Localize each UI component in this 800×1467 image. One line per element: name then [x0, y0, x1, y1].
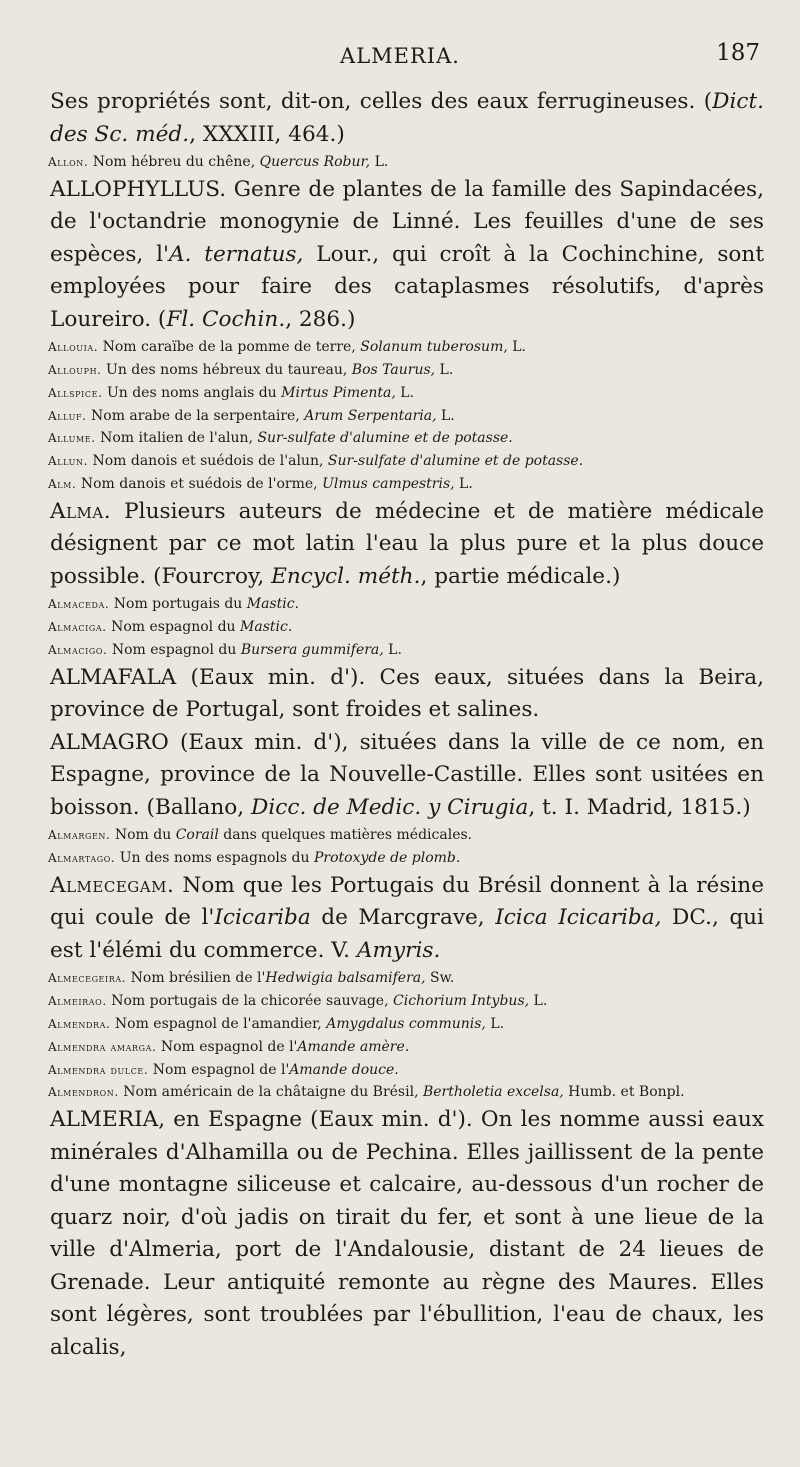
entry-text: L.	[529, 993, 548, 1010]
italic-term: Sur-sulfate d'alumine et de potasse.	[257, 430, 513, 447]
entry-text: Nom espagnol du	[106, 619, 241, 636]
entry-headword: Almendron.	[48, 1085, 119, 1100]
minor-entry	[48, 616, 764, 639]
entry-text: Nom espagnol de l'	[156, 1038, 298, 1055]
entry-headword: Allon.	[48, 155, 89, 169]
italic-term: Fl. Cochin.	[166, 306, 286, 332]
entry-text: Lour., qui croît à la Cochinchine, sont employées pour faire des cataplasmes résolutifs, d'après Loureiro. (	[50, 241, 764, 332]
minor-entry	[48, 450, 764, 473]
italic-term: Hedwigia balsamifera,	[265, 970, 426, 987]
main-entry	[50, 86, 764, 151]
minor-entry	[48, 1036, 764, 1059]
entry-headword: ALMAFALA	[50, 664, 177, 690]
entry-headword: Almaciga.	[48, 620, 107, 635]
entry-text: Nom espagnol de l'amandier,	[110, 1015, 327, 1032]
minor-entry	[48, 473, 764, 496]
main-entry	[50, 870, 764, 968]
italic-term: Bursera gummifera,	[240, 641, 384, 658]
entry-text: L.	[370, 154, 389, 170]
italic-term: Amande amère.	[297, 1038, 410, 1055]
italic-term: A. ternatus,	[168, 241, 304, 267]
entry-text: Nom du	[110, 827, 176, 844]
italic-term: Sur-sulfate d'alumine et de potasse.	[327, 453, 584, 470]
minor-entry	[48, 382, 764, 405]
minor-entry	[48, 1081, 764, 1104]
italic-term: Mastic.	[240, 619, 293, 636]
minor-entry	[48, 990, 764, 1013]
entry-text: DC., qui est l'élémi du commerce. V.	[50, 905, 764, 963]
minor-entry	[48, 1013, 764, 1036]
entry-headword: ALMAGRO	[50, 729, 169, 755]
entry-headword: Almecegam.	[50, 872, 175, 898]
minor-entry	[48, 336, 764, 359]
entry-text: L.	[507, 339, 526, 356]
entry-text: Nom arabe de la serpentaire,	[86, 407, 305, 424]
entry-text: Nom américain de la châtaigne du Brésil,	[118, 1084, 423, 1101]
entry-text: Humb. et Bonpl.	[563, 1084, 685, 1101]
entry-headword: Almendra amarga.	[48, 1039, 157, 1054]
entry-text: dans quelques matières médicales.	[218, 827, 473, 844]
entry-headword: Alluf.	[48, 408, 87, 423]
entry-text: Ses propriétés sont, dit-on, celles des eaux ferrugineuses. (	[50, 89, 713, 114]
minor-entry	[48, 359, 764, 382]
entry-headword: Almargen.	[48, 828, 111, 843]
entry-text: , XXXIII, 464.)	[189, 121, 345, 147]
entry-text: Nom portugais du	[109, 596, 247, 613]
main-entry	[50, 1104, 764, 1364]
entry-text: Nom espagnol du	[107, 641, 241, 658]
italic-term: Quercus Robur,	[259, 154, 371, 170]
entry-text: Nom portugais de la chicorée sauvage,	[106, 993, 393, 1010]
entry-headword: Alma.	[50, 498, 112, 524]
entry-text: L.	[485, 1015, 505, 1032]
page-header	[0, 40, 800, 80]
italic-term: Amygdalus communis,	[326, 1015, 486, 1032]
main-entry	[50, 496, 764, 594]
italic-term: Bos Taurus,	[351, 362, 436, 379]
entry-text: Nom hébreu du chêne,	[88, 154, 260, 170]
entry-text: L.	[395, 384, 415, 401]
minor-entry	[48, 639, 764, 662]
entry-text: Nom brésilien de l'	[126, 970, 266, 987]
entry-text: L.	[435, 362, 454, 379]
italic-term: Amyris.	[356, 937, 441, 963]
entry-text: Un des noms anglais du	[102, 384, 282, 401]
entry-headword: Almendra.	[48, 1016, 111, 1031]
minor-entry	[48, 151, 764, 174]
italic-term: Icica Icicariba,	[495, 905, 662, 931]
main-entry	[50, 662, 764, 727]
entry-text: Nom danois et suédois de l'alun,	[88, 453, 328, 470]
entry-text: (Eaux min. d'), situées dans la ville de ce nom, en Espagne, province de la Nouvelle-Castille. Elles sont usitées en boisson. (Ballano,	[50, 729, 764, 820]
italic-term: Solanum tuberosum,	[360, 339, 508, 356]
entry-headword: Almeirao.	[48, 994, 107, 1009]
entry-text: , partie médicale.)	[420, 563, 621, 589]
entry-text: , t. I. Madrid, 1815.)	[528, 794, 751, 820]
italic-term: Cichorium Intybus,	[393, 993, 530, 1010]
entry-headword: ALMERIA	[50, 1107, 159, 1133]
page-number: 187	[716, 40, 760, 66]
italic-term: Dict. des Sc. méd.	[50, 89, 764, 147]
italic-term: Mastic.	[246, 596, 300, 613]
minor-entry	[48, 824, 764, 847]
entry-text: Genre de plantes de la famille des Sapindacées, de l'octandrie monogynie de Linné. Les feuilles d'une de ses espèces, l'	[50, 176, 764, 267]
entry-text: L.	[383, 641, 402, 658]
entry-text: Un des noms hébreux du taureau,	[101, 362, 352, 379]
minor-entry	[48, 1059, 764, 1082]
entry-text: Nom caraïbe de la pomme de terre,	[98, 339, 361, 356]
entry-text: (Eaux min. d'). Ces eaux, situées dans la Beira, province de Portugal, sont froides et salines.	[50, 664, 764, 723]
running-head: ALMERIA.	[340, 44, 460, 68]
italic-term: Icicariba	[214, 905, 311, 931]
entry-text: Sw.	[425, 970, 455, 987]
entry-headword: Almartago.	[48, 851, 116, 866]
minor-entry	[48, 405, 764, 428]
main-entry	[50, 174, 764, 337]
entry-headword: Allouia.	[48, 340, 99, 355]
entry-text: , 286.)	[285, 306, 356, 332]
entry-headword: Almendra dulce.	[48, 1062, 149, 1077]
entry-headword: Allume.	[48, 431, 96, 446]
entry-headword: Alm.	[48, 477, 77, 492]
entry-headword: Allouph.	[48, 363, 102, 378]
main-entry	[50, 727, 764, 825]
entry-text: Nom que les Portugais du Brésil donnent à la résine qui coule de l'	[50, 872, 764, 931]
italic-term: Encycl. méth.	[271, 563, 421, 589]
entry-text: Plusieurs auteurs de médecine et de matière médicale désignent par ce mot latin l'eau la plus pure et la plus douce possible. (Fourcroy,	[50, 498, 764, 589]
minor-entry	[48, 847, 764, 870]
entry-headword: Almecegeira.	[48, 971, 127, 986]
minor-entry	[48, 427, 764, 450]
entry-headword: Allun.	[48, 454, 89, 469]
entry-text: Nom espagnol de l'	[148, 1061, 290, 1078]
entry-headword: Almaceda.	[48, 597, 110, 612]
entry-headword: Allspice.	[48, 385, 103, 400]
italic-term: Dicc. de Medic. y Cirugia	[251, 794, 529, 820]
entry-headword: Almacigo.	[48, 642, 108, 657]
italic-term: Arum Serpentaria,	[304, 407, 437, 424]
entry-text: Nom danois et suédois de l'orme,	[76, 476, 323, 493]
entry-text: L.	[454, 476, 473, 493]
entry-text: de Marcgrave,	[310, 905, 496, 931]
entry-text: L.	[436, 407, 455, 424]
entry-headword: ALLOPHYLLUS.	[50, 176, 227, 202]
italic-term: Amande douce.	[289, 1061, 399, 1078]
entry-text: Nom italien de l'alun,	[95, 430, 258, 447]
minor-entry	[48, 967, 764, 990]
italic-term: Bertholetia excelsa,	[422, 1084, 564, 1101]
italic-term: Protoxyde de plomb.	[313, 850, 461, 867]
minor-entry	[48, 593, 764, 616]
italic-term: Mirtus Pimenta,	[281, 384, 396, 401]
italic-term: Corail	[175, 827, 219, 844]
entry-text: Un des noms espagnols du	[115, 850, 314, 867]
dictionary-text	[50, 86, 764, 1364]
entry-text: , en Espagne (Eaux min. d'). On les nomme aussi eaux minérales d'Alhamilla ou de Pechina. Elles jaillissent de la pente d'une montagne siliceuse et calcaire, au-dessous d'un rocher de quarz noir, d'où jadis on tirait du fer, et sont à une lieue de la ville d'Almeria, port de l'Andalousie, distant de 24 lieues de Grenade. Leur antiquité remonte au règne des Maures. Elles sont légères, sont troublées par l'ébullition, l'eau de chaux, les alcalis,	[50, 1107, 764, 1360]
italic-term: Ulmus campestris,	[322, 476, 455, 493]
